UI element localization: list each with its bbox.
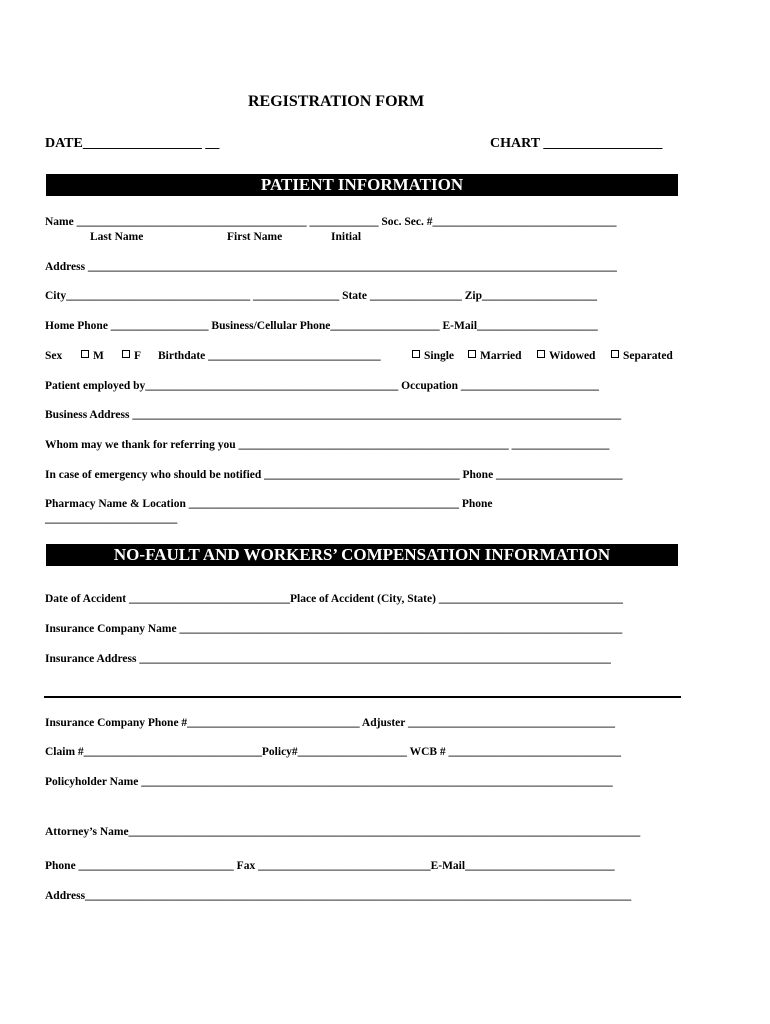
phone-email-field[interactable]: Home Phone _________________ Business/Cellular Phone___________________ E-Mail_____________________ <box>45 320 598 332</box>
address-field[interactable]: Address ____________________________________________________________________________________________ <box>45 261 617 273</box>
checkbox-icon[interactable] <box>122 350 130 358</box>
accident-field[interactable]: Date of Accident ____________________________Place of Accident (City, State) ________________________________ <box>45 593 623 605</box>
last-name-caption: Last Name <box>90 231 144 243</box>
patient-information-header: PATIENT INFORMATION <box>46 174 678 196</box>
claim-policy-wcb-field[interactable]: Claim #_______________________________Policy#___________________ WCB # ______________________________ <box>45 746 622 758</box>
date-field[interactable]: DATE_________________ __ <box>45 136 220 151</box>
name-field[interactable]: Name ________________________________________ ____________ Soc. Sec. #________________________________ <box>45 216 617 228</box>
policyholder-field[interactable]: Policyholder Name __________________________________________________________________________________ <box>45 776 613 788</box>
separated-option[interactable]: Separated <box>611 349 673 363</box>
checkbox-icon[interactable] <box>611 350 619 358</box>
pharmacy-phone-line[interactable]: _______________________ <box>45 513 178 525</box>
checkbox-icon[interactable] <box>537 350 545 358</box>
business-address-field[interactable]: Business Address _____________________________________________________________________________________ <box>45 409 622 421</box>
insurance-company-field[interactable]: Insurance Company Name _____________________________________________________________________________ <box>45 623 623 635</box>
emergency-contact-field[interactable]: In case of emergency who should be notified __________________________________ Phone ______________________ <box>45 469 623 481</box>
referral-field[interactable]: Whom may we thank for referring you _______________________________________________ _________________ <box>45 439 610 451</box>
attorney-name-field[interactable]: Attorney’s Name_________________________________________________________________________________________ <box>45 826 641 838</box>
no-fault-header: NO-FAULT AND WORKERS’ COMPENSATION INFORMATION <box>46 544 678 566</box>
checkbox-icon[interactable] <box>81 350 89 358</box>
city-state-zip-field[interactable]: City________________________________ _______________ State ________________ Zip____________________ <box>45 290 597 302</box>
initial-caption: Initial <box>331 231 362 243</box>
section-divider <box>44 696 681 698</box>
employer-occupation-field[interactable]: Patient employed by____________________________________________ Occupation ________________________ <box>45 380 599 392</box>
sex-label: Sex <box>45 350 63 362</box>
form-title: REGISTRATION FORM <box>248 93 425 110</box>
married-option[interactable]: Married <box>468 349 522 363</box>
sex-m-option[interactable]: M <box>81 349 104 363</box>
sex-f-option[interactable]: F <box>122 349 141 363</box>
attorney-contact-field[interactable]: Phone ___________________________ Fax ______________________________E-Mail__________________________ <box>45 860 615 872</box>
single-option[interactable]: Single <box>412 349 454 363</box>
insurance-phone-adjuster-field[interactable]: Insurance Company Phone #______________________________ Adjuster ____________________________________ <box>45 717 616 729</box>
checkbox-icon[interactable] <box>412 350 420 358</box>
checkbox-icon[interactable] <box>468 350 476 358</box>
pharmacy-field[interactable]: Pharmacy Name & Location _______________________________________________ Phone <box>45 498 493 510</box>
widowed-option[interactable]: Widowed <box>537 349 595 363</box>
chart-field[interactable]: CHART _________________ <box>490 136 663 151</box>
insurance-address-field[interactable]: Insurance Address __________________________________________________________________________________ <box>45 653 611 665</box>
attorney-address-field[interactable]: Address_______________________________________________________________________________________________ <box>45 890 632 902</box>
birthdate-field[interactable]: Birthdate ______________________________ <box>158 350 381 362</box>
first-name-caption: First Name <box>227 231 283 243</box>
